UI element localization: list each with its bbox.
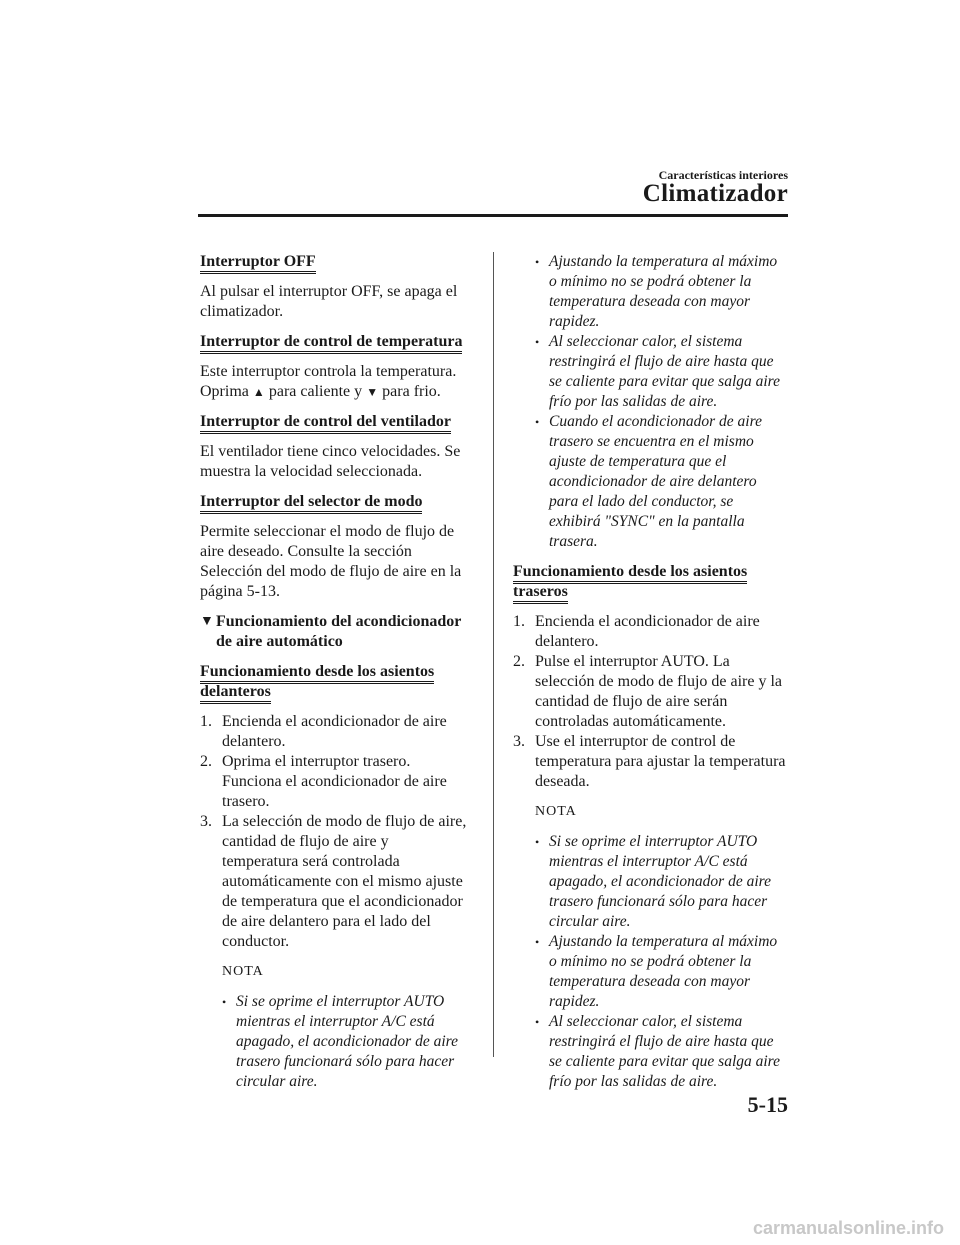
column-divider (493, 252, 494, 1057)
watermark-site: carmanualsonline.info (752, 1218, 944, 1238)
front-heading: Funcionamiento desde los asientos delanteros (200, 663, 435, 700)
mode-heading: Interruptor del selector de modo (200, 493, 423, 510)
fan-text: El ventilador tiene cinco velocidades. Se muestra la velocidad seleccionada. (200, 443, 461, 480)
mode-text: Permite seleccionar el modo de flujo de aire deseado. Consulte la sección Selección del modo de flujo de aire en la página 5-13. (200, 523, 462, 600)
page-number: 5-15 (747, 1092, 788, 1117)
nota-label: NOTA (535, 804, 577, 819)
left-column (200, 252, 468, 1092)
list-item: 2. Pulse el interruptor AUTO. La selección de modo de flujo de aire y la cantidad de flujo de aire serán controladas automáticamente. (513, 653, 783, 730)
triangle-down-icon: ▼ (366, 385, 379, 399)
fan-heading: Interruptor de control del ventilador (200, 413, 451, 430)
section-label: Características interiores (658, 168, 788, 182)
bullet-dot-icon: • (535, 335, 540, 349)
off-text: Al pulsar el interruptor OFF, se apaga el climatizador. (200, 283, 458, 320)
header-rule (198, 214, 788, 217)
bullet-dot-icon: • (222, 995, 227, 1009)
list-item: 2. Oprima el interruptor trasero. Funciona el acondicionador de aire trasero. (200, 753, 447, 810)
nota-label: NOTA (222, 964, 264, 979)
note-item: • Cuando el acondicionador de aire trasero se encuentra en el mismo ajuste de temperatura que el acondicionador de aire delantero para el lado del conductor, se exhibirá "SYNC" en la pantalla trasera. (535, 413, 762, 550)
front-notes (222, 992, 468, 1092)
bullet-dot-icon: • (535, 935, 540, 949)
rear-heading: Funcionamiento desde los asientos traseros (513, 563, 748, 600)
rear-steps (513, 612, 788, 792)
temp-text: Este interruptor controla la temperatura. Oprima ▲ para caliente y ▼ para frio. (200, 363, 457, 400)
bullet-dot-icon: • (535, 835, 540, 849)
triangle-up-icon: ▲ (252, 385, 265, 399)
continued-notes (535, 252, 788, 552)
note-item: • Al seleccionar calor, el sistema restringirá el flujo de aire hasta que se caliente para evitar que salga aire frío por las salidas de aire. (535, 333, 781, 410)
off-heading: Interruptor OFF (200, 253, 316, 270)
auto-section-heading: ▼ Funcionamiento del acondicionador de aire automático (200, 613, 462, 650)
list-item: 3. Use el interruptor de control de temperatura para ajustar la temperatura deseada. (513, 733, 786, 790)
note-item: • Ajustando la temperatura al máximo o mínimo no se podrá obtener la temperatura deseada con mayor rapidez. (535, 933, 778, 1010)
temp-heading: Interruptor de control de temperatura (200, 333, 463, 350)
page-title: Climatizador (642, 180, 788, 207)
bullet-dot-icon: • (535, 1015, 540, 1029)
bullet-dot-icon: • (535, 255, 540, 269)
note-item: • Si se oprime el interruptor AUTO mientras el interruptor A/C está apagado, el acondicionador de aire trasero funcionará sólo para hacer circular aire. (222, 993, 458, 1090)
front-steps (200, 712, 468, 952)
list-item: 1. Encienda el acondicionador de aire delantero. (200, 713, 447, 750)
note-item: • Al seleccionar calor, el sistema restringirá el flujo de aire hasta que se caliente para evitar que salga aire frío por las salidas de aire. (535, 1013, 781, 1090)
bullet-dot-icon: • (535, 415, 540, 429)
triangle-down-icon: ▼ (200, 614, 214, 629)
list-item: 1. Encienda el acondicionador de aire delantero. (513, 613, 760, 650)
list-item: 3. La selección de modo de flujo de aire, cantidad de flujo de aire y temperatura será controlada automáticamente con el mismo ajuste de temperatura que el acondicionador de aire delantero para el lado del conductor. (200, 813, 467, 950)
note-item: • Si se oprime el interruptor AUTO mientras el interruptor A/C está apagado, el acondicionador de aire trasero funcionará sólo para hacer circular aire. (535, 833, 771, 930)
rear-notes (535, 832, 788, 1092)
right-column (513, 252, 788, 1092)
note-item: • Ajustando la temperatura al máximo o mínimo no se podrá obtener la temperatura deseada con mayor rapidez. (535, 253, 778, 330)
